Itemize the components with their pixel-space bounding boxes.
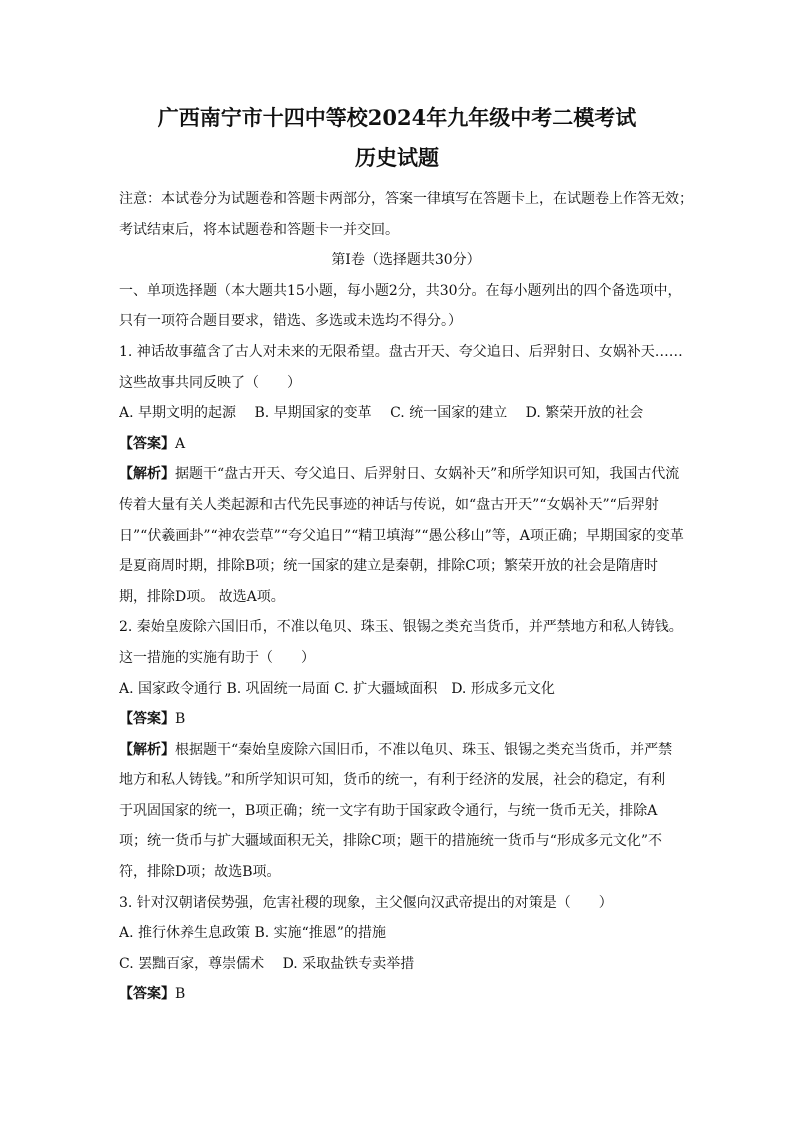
q1-options: A. 早期文明的起源 B. 早期国家的变革 C. 统一国家的建立 D. 繁荣开放的社会 bbox=[119, 405, 644, 422]
q2-analysis-text-1: 根据题干“秦始皇废除六国旧币，不准以龟贝、珠玉、银锡之类充当货币，并严禁 bbox=[175, 741, 673, 758]
q3-answer bbox=[119, 979, 693, 1010]
q2-answer bbox=[119, 704, 693, 735]
q2-analysis-line-2: 地方和私人铸钱。”和所学知识可知，货币的统一，有利于经济的发展，社会的稳定，有利 bbox=[119, 772, 666, 789]
q2-analysis-line-1 bbox=[119, 735, 693, 766]
q2-stem-line-1: 2. 秦始皇废除六国旧币，不准以龟贝、珠玉、银锡之类充当货币，并严禁地方和私人铸钱。 bbox=[119, 619, 683, 636]
document-body bbox=[119, 184, 693, 1010]
q1-analysis-line-4: 是夏商周时期，排除B项；统一国家的建立是秦朝，排除C项；繁荣开放的社会是隋唐时 bbox=[119, 558, 658, 575]
part-intro-line-2: 只有一项符合题目要求，错选、多选或未选均不得分。） bbox=[119, 313, 462, 330]
part-intro-line-1: 一、单项选择题（本大题共15小题，每小题2分，共30分。在每小题列出的四个备选项中， bbox=[119, 282, 682, 299]
q2-analysis-line-4: 项；统一货币与扩大疆域面积无关，排除C项；题干的措施统一货币与“形成多元文化”不 bbox=[119, 833, 663, 850]
q1-answer-label: 【答案】 bbox=[119, 435, 175, 452]
q2-analysis-label: 【解析】 bbox=[119, 741, 175, 758]
q1-answer bbox=[119, 429, 693, 460]
q1-analysis-text-1: 据题干“盘古开天、夸父追日、后羿射日、女娲补天”和所学知识可知，我国古代流 bbox=[175, 466, 680, 483]
q2-answer-value: B bbox=[175, 711, 186, 728]
q1-answer-value: A bbox=[175, 435, 186, 452]
q1-stem-line-1: 1. 神话故事蕴含了古人对未来的无限希望。盘古开天、夸父追日、后羿射日、女娲补天…… bbox=[119, 343, 683, 360]
q2-stem-line-2: 这一措施的实施有助于（ ） bbox=[119, 649, 315, 666]
page-title: 广西南宁市十四中等校2024年九年级中考二模考试 bbox=[157, 105, 637, 130]
q3-answer-value: B bbox=[175, 986, 186, 1003]
q2-analysis-line-5: 符，排除D项；故选B项。 bbox=[119, 864, 281, 881]
q3-answer-label: 【答案】 bbox=[119, 986, 175, 1003]
notice-line-1: 注意：本试卷分为试题卷和答题卡两部分，答案一律填写在答题卡上，在试题卷上作答无效； bbox=[119, 191, 693, 207]
notice-line-2: 考试结束后，将本试题卷和答题卡一并交回。 bbox=[119, 221, 399, 238]
q1-analysis-label: 【解析】 bbox=[119, 466, 175, 483]
page-subtitle: 历史试题 bbox=[355, 145, 439, 170]
q2-analysis-line-3: 于巩固国家的统一，B项正确；统一文字有助于国家政令通行，与统一货币无关，排除A bbox=[119, 802, 658, 819]
q3-options-line-2: C. 罢黜百家，尊崇儒术 D. 采取盐铁专卖举措 bbox=[119, 955, 415, 972]
q1-analysis-line-1 bbox=[119, 459, 693, 490]
q1-analysis-line-3: 日”“伏羲画卦”“神农尝草”“夸父追日”“精卫填海”“愚公移山”等，A项正确；早期国家的变革 bbox=[119, 527, 684, 544]
q2-answer-label: 【答案】 bbox=[119, 711, 175, 728]
q2-options: A. 国家政令通行 B. 巩固统一局面 C. 扩大疆域面积 D. 形成多元文化 bbox=[119, 680, 555, 697]
q3-stem-line-1: 3. 针对汉朝诸侯势强，危害社稷的现象，主父偃向汉武帝提出的对策是（ ） bbox=[119, 894, 613, 911]
q3-options-line-1: A. 推行休养生息政策 B. 实施“推恩”的措施 bbox=[119, 925, 386, 942]
q1-analysis-line-2: 传着大量有关人类起源和古代先民事迹的神话与传说，如“盘古开天”“女娲补天”“后羿射 bbox=[119, 496, 659, 513]
q1-analysis-line-5: 期，排除D项。 故选A项。 bbox=[119, 588, 285, 605]
q1-stem-line-2: 这些故事共同反映了（ ） bbox=[119, 374, 301, 391]
section-header: 第Ⅰ卷（选择题共30分） bbox=[331, 252, 481, 269]
